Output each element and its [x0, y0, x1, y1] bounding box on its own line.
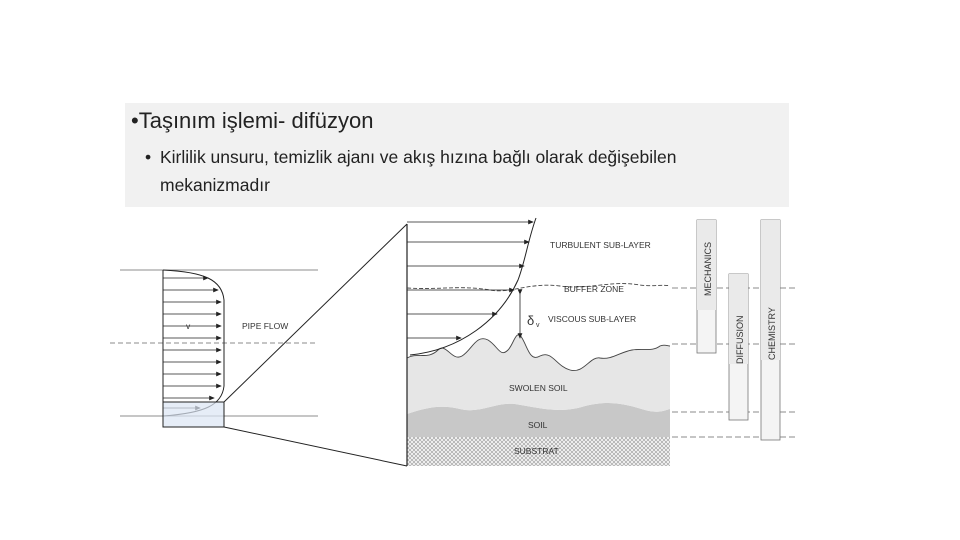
boundary-layer-diagram [407, 218, 670, 466]
chemistry-label: CHEMISTRY [767, 307, 777, 360]
delta-subscript: v [536, 322, 540, 329]
zoom-velocity-arrows [407, 222, 533, 338]
diffusion-label: DIFFUSION [735, 315, 745, 364]
buffer-label: BUFFER ZONE [564, 284, 624, 294]
bullet-dot: • [131, 108, 139, 133]
viscous-label: VISCOUS SUB-LAYER [548, 314, 637, 324]
velocity-symbol: v [186, 321, 191, 331]
mechanism-bars [672, 220, 795, 440]
bullet-main-text: Taşınım işlemi- difüzyon [138, 108, 374, 133]
mechanics-label: MECHANICS [703, 241, 713, 296]
substrate-label: SUBSTRAT [514, 446, 559, 456]
zoom-line-top [224, 224, 407, 402]
pipe-flow-label: PIPE FLOW [242, 321, 289, 331]
zoom-velocity-profile [410, 218, 536, 355]
swollen-label: SWOLEN SOIL [509, 383, 568, 393]
zoom-highlight [163, 402, 224, 427]
soil-label: SOIL [528, 420, 548, 430]
zoom-line-bottom [224, 427, 407, 466]
bullet-sub-dot: • [145, 147, 152, 167]
bullet-sub-text: Kirlilik unsuru, temizlik ajanı ve akış hızına bağlı olarak değişebilen mekanizmadır [160, 147, 677, 195]
delta-symbol: δ [527, 313, 535, 328]
turbulent-label: TURBULENT SUB-LAYER [550, 240, 651, 250]
pipe-flow-diagram [110, 224, 407, 466]
